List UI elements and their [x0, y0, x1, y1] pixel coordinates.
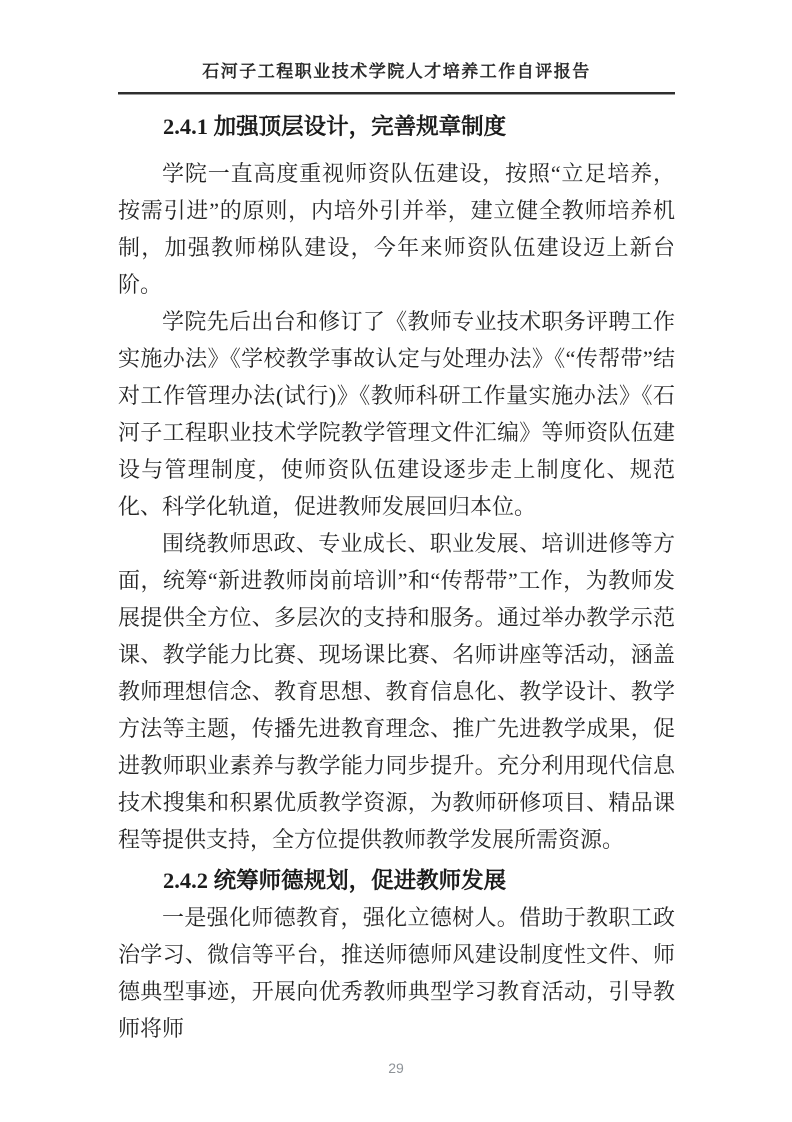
paragraph-regulations-list: 学院先后出台和修订了《教师专业技术职务评聘工作实施办法》《学校教学事故认定与处理办法》《“传帮带”结对工作管理办法(试行)》《教师科研工作量实施办法》《石河子工程职业技术学院教学管理文件汇编》等师资队伍建设与管理制度，使师资队伍建设逐步走上制度化、规范化、科学化轨道，促进教师发展回归本位。	[118, 309, 675, 519]
paragraph-teacher-development-activities: 围绕教师思政、专业成长、职业发展、培训进修等方面，统筹“新进教师岗前培训”和“传帮带”工作，为教师发展提供全方位、多层次的支持和服务。通过举办教学示范课、教学能力比赛、现场课比赛、名师讲座等活动，涵盖教师理想信念、教育思想、教育信息化、教学设计、教学方法等主题，传播先进教育理念、推广先进教学成果，促进教师职业素养与教学能力同步提升。充分利用现代信息技术搜集和积累优质教学资源，为教师研修项目、精品课程等提供支持，全方位提供教师教学发展所需资源。	[118, 531, 675, 852]
document-body	[118, 108, 675, 1047]
page-number: 29	[388, 1060, 404, 1076]
running-header	[118, 60, 675, 95]
paragraph-teacher-ethics: 一是强化师德教育，强化立德树人。借助于教职工政治学习、微信等平台，推送师德师风建设制度性文件、师德典型事迹，开展向优秀教师典型学习教育活动，引导教师将师	[118, 905, 675, 1041]
header-rule	[118, 92, 675, 95]
section-heading-2-4-2: 2.4.2 统筹师德规划，促进教师发展	[163, 868, 507, 893]
section-heading-2-4-1: 2.4.1 加强顶层设计，完善规章制度	[163, 114, 507, 139]
header-title: 石河子工程职业技术学院人才培养工作自评报告	[202, 62, 591, 81]
paragraph-teacher-team-overview: 学院一直高度重视师资队伍建设，按照“立足培养，按需引进”的原则，内培外引并举，建立健全教师培养机制，加强教师梯队建设，今年来师资队伍建设迈上新台阶。	[118, 161, 675, 297]
page-footer	[0, 1060, 792, 1078]
